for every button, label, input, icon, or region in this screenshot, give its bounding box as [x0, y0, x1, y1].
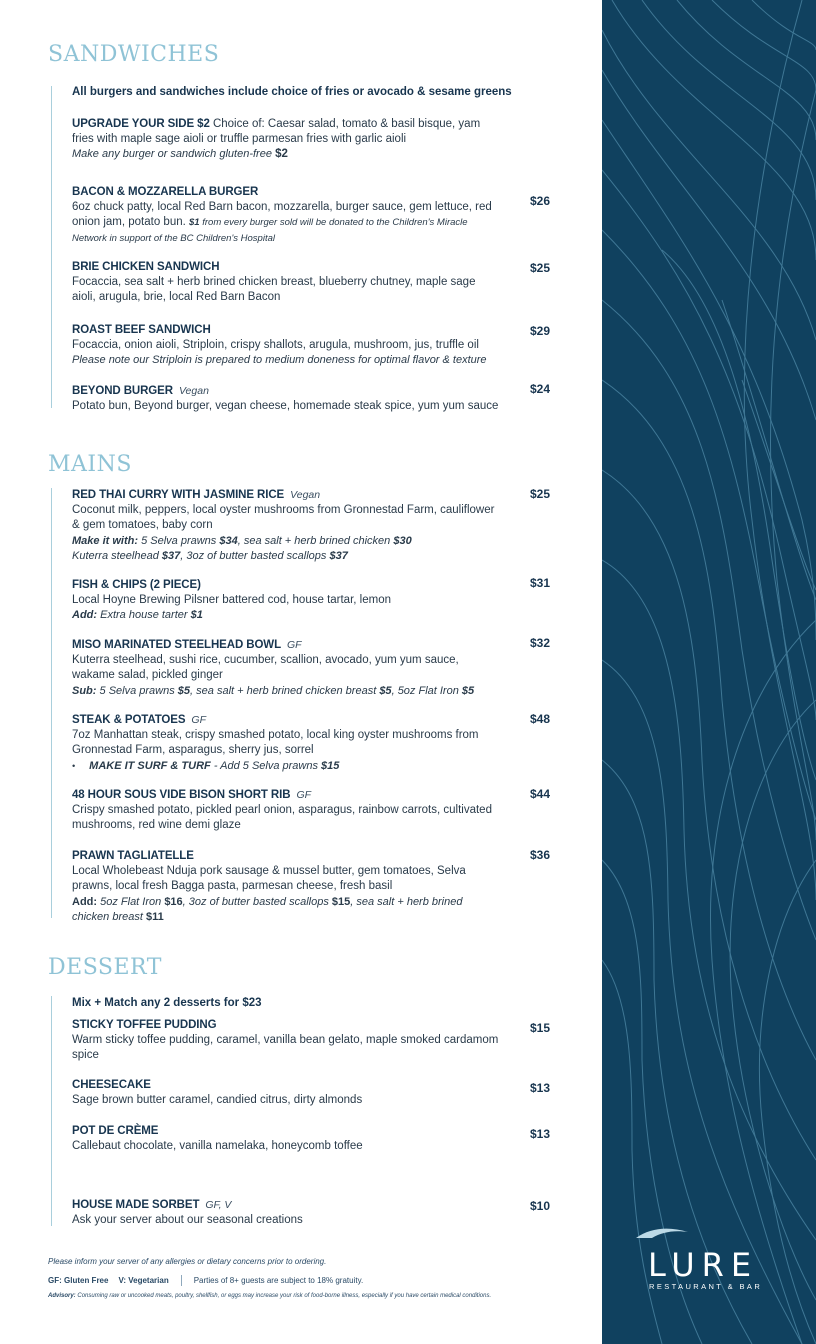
item-name: STICKY TOFFEE PUDDING	[72, 1019, 217, 1031]
item-price: $26	[530, 194, 551, 208]
item-name: BEYOND BURGER	[72, 385, 173, 397]
section-divider	[51, 996, 52, 1226]
menu-item	[72, 713, 502, 774]
addon-price: $37	[329, 549, 348, 562]
advisory-note	[48, 1293, 491, 1299]
item-desc: Warm sticky toffee pudding, caramel, vanilla bean gelato, maple smoked cardamom spice	[72, 1034, 499, 1062]
menu-item	[72, 1018, 502, 1064]
wave-icon	[634, 1226, 694, 1242]
item-desc: Focaccia, onion aioli, Striploin, crispy shallots, arugula, mushroom, jus, truffle oil	[72, 339, 479, 352]
addon-text: sea salt + herb brined chicken breast	[196, 684, 377, 697]
item-note: Please note our Striploin is prepared to medium doneness for optimal flavor & texture	[72, 354, 487, 367]
addon-text: - Add 5 Selva prawns	[213, 759, 318, 772]
addon-text: 3oz of butter basted scallops	[186, 549, 327, 562]
upgrade-side-item	[72, 117, 502, 163]
item-desc: Potato bun, Beyond burger, vegan cheese, homemade steak spice, yum yum sauce	[72, 400, 499, 413]
addon-text: 5 Selva prawns	[141, 534, 217, 547]
item-name: BACON & MOZZARELLA BURGER	[72, 186, 259, 198]
menu-item	[72, 1078, 502, 1108]
addon-label: Sub:	[72, 684, 97, 697]
sandwich-intro: All burgers and sandwiches include choice of fries or avocado & sesame greens	[72, 86, 512, 98]
menu-item	[72, 1124, 502, 1154]
allergy-note: Please inform your server of any allergies or dietary concerns prior to ordering.	[48, 1257, 327, 1266]
item-name: STEAK & POTATOES	[72, 714, 186, 726]
item-desc: Local Wholebeast Nduja pork sausage & mussel butter, gem tomatoes, Selva prawns, local fresh Bagga pasta, parmesan cheese, fresh basil	[72, 865, 466, 893]
item-name: UPGRADE YOUR SIDE $2	[72, 118, 210, 130]
addon-price: $11	[146, 910, 164, 923]
addon-text: Kuterra steelhead	[72, 549, 159, 562]
menu-item	[72, 260, 502, 306]
item-name: HOUSE MADE SORBET	[72, 1199, 200, 1211]
menu-item: PRAWN TAGLIATELLE Local Wholebeast Nduja pork sausage & mussel butter, gem tomatoes, Selva prawns, local fresh Bagga pasta, parmesan cheese, fresh basil Add: 5oz Flat Iron $16, 3oz of butter basted scallops $15, sea salt + herb brined chicken breast $11	[72, 849, 502, 925]
legend-v: V: Vegetarian	[118, 1276, 169, 1285]
addon-text: sea salt + herb brined chicken	[243, 534, 391, 547]
addon-price: $5	[177, 684, 191, 697]
item-desc: Sage brown butter caramel, candied citrus, dirty almonds	[72, 1094, 363, 1107]
menu-item	[72, 384, 502, 414]
menu-item: RED THAI CURRY WITH JASMINE RICE Vegan Coconut milk, peppers, local oyster mushrooms from Gronnestad Farm, cauliflower & gem tomatoes, baby corn Make it with: 5 Selva prawns $34, sea salt + herb brined chicken $30 Kuterra steelhead $37, 3oz of butter basted scallops $37	[72, 488, 502, 564]
dessert-intro: Mix + Match any 2 desserts for $23	[72, 997, 262, 1009]
addon-price: $5	[379, 684, 392, 697]
section-title-dessert: DESSERT	[48, 955, 162, 980]
menu-item	[72, 323, 502, 369]
advisory-text: Consuming raw or uncooked meats, poultry, shellfish, or eggs may increase your risk of food-borne illness, especially if you have certain medical conditions.	[77, 1293, 492, 1299]
item-price: $25	[530, 487, 551, 501]
menu-item	[72, 185, 502, 246]
decorative-panel	[602, 0, 816, 1344]
item-price: $36	[530, 848, 551, 862]
item-name: RED THAI CURRY WITH JASMINE RICE	[72, 489, 285, 501]
section-title-sandwiches: SANDWICHES	[48, 42, 220, 67]
wave-lines-pattern	[602, 0, 816, 1344]
item-desc: Kuterra steelhead, sushi rice, cucumber, scallion, avocado, yum yum sauce, wakame salad, pickled ginger	[72, 654, 459, 682]
advisory-label: Advisory:	[48, 1293, 76, 1299]
diet-tag: GF	[287, 639, 302, 651]
item-name: 48 HOUR SOUS VIDE BISON SHORT RIB	[72, 789, 291, 801]
addon-price: $34	[219, 534, 238, 547]
diet-tag: GF	[296, 789, 312, 801]
item-price: $24	[530, 382, 551, 396]
item-name: ROAST BEEF SANDWICH	[72, 324, 211, 336]
gf-note: Make any burger or sandwich gluten-free	[72, 148, 272, 161]
brand-name: LURE	[648, 1246, 759, 1284]
addon-text: sea salt + herb brined chicken breast	[72, 895, 463, 923]
item-price: $13	[530, 1127, 551, 1141]
addon-text: 5 Selva prawns	[99, 684, 175, 697]
menu-item	[72, 788, 502, 834]
addon-text: Extra house tarter	[100, 609, 188, 622]
menu-item	[72, 1198, 502, 1228]
addon-price: $37	[161, 549, 181, 562]
legend-gf: GF: Gluten Free	[48, 1276, 109, 1285]
item-name: BRIE CHICKEN SANDWICH	[72, 261, 220, 273]
legend-row	[48, 1275, 363, 1286]
gratuity-note: Parties of 8+ guests are subject to 18% gratuity.	[193, 1276, 364, 1285]
item-price: $48	[530, 712, 551, 726]
menu-item	[72, 578, 502, 624]
addon-price: $15	[331, 895, 351, 908]
brand-subtitle: RESTAURANT & BAR	[649, 1282, 763, 1291]
addon-text: 3oz of butter basted scallops	[188, 895, 329, 908]
diet-tag: GF	[191, 714, 207, 726]
addon-text: 5oz Flat Iron	[397, 684, 459, 697]
item-price: $31	[530, 576, 551, 590]
addon-price: $16	[164, 895, 183, 908]
divider	[181, 1275, 182, 1286]
item-name: FISH & CHIPS (2 PIECE)	[72, 579, 201, 591]
item-name: POT DE CRÈME	[72, 1125, 159, 1137]
donation-amount: $1	[189, 217, 200, 229]
item-name: CHEESECAKE	[72, 1079, 151, 1091]
item-name: MISO MARINATED STEELHEAD BOWL	[72, 639, 281, 651]
diet-tag: Vegan	[290, 489, 321, 501]
item-price: $25	[530, 261, 551, 275]
item-desc: Focaccia, sea salt + herb brined chicken breast, blueberry chutney, maple sage aioli, arugula, brie, local Red Barn Bacon	[72, 276, 476, 304]
section-title-mains: MAINS	[48, 452, 132, 477]
addon-label: MAKE IT SURF & TURF	[89, 759, 211, 772]
item-desc: Crispy smashed potato, pickled pearl onion, asparagus, rainbow carrots, cultivated mushrooms, red wine demi glaze	[72, 804, 492, 832]
addon-price: $5	[461, 684, 475, 697]
addon-price: $30	[393, 534, 412, 547]
item-price: $10	[530, 1199, 551, 1213]
item-price: $29	[530, 324, 551, 338]
item-desc: 6oz chuck patty, local Red Barn bacon, mozzarella, burger sauce, gem lettuce, red onion jam, potato bun.	[72, 201, 492, 229]
item-price: $15	[530, 1021, 551, 1035]
item-desc: Local Hoyne Brewing Pilsner battered cod, house tartar, lemon	[72, 594, 391, 607]
item-desc: Choice of: Caesar salad, tomato & basil bisque, yam fries with maple sage aioli or truffle parmesan fries with garlic aioli	[72, 118, 481, 146]
item-name: PRAWN TAGLIATELLE	[72, 850, 194, 862]
addon-label: Add:	[72, 609, 98, 622]
addon-label: Add:	[72, 895, 98, 908]
donation-note: from every burger sold will be donated to the Children's Miracle Network in support of the BC Children's Hospital	[72, 217, 468, 244]
gf-price: $2	[275, 148, 288, 161]
item-desc: Coconut milk, peppers, local oyster mushrooms from Gronnestad Farm, cauliflower & gem tomatoes, baby corn	[72, 504, 495, 532]
addon-text: 5oz Flat Iron	[100, 895, 162, 908]
addon-label: Make it with:	[72, 534, 139, 547]
section-divider	[51, 488, 52, 918]
addon-price: $1	[190, 609, 203, 622]
item-price: $13	[530, 1081, 551, 1095]
bullet-icon: •	[72, 760, 76, 771]
section-divider	[51, 86, 52, 408]
brand-logo	[648, 1226, 778, 1296]
item-desc: Ask your server about our seasonal creations	[72, 1214, 303, 1227]
item-price: $44	[530, 787, 551, 801]
addon-price: $15	[321, 759, 340, 772]
item-price: $32	[530, 636, 551, 650]
diet-tag: Vegan	[178, 385, 209, 397]
item-desc: 7oz Manhattan steak, crispy smashed potato, local king oyster mushrooms from Gronnestad Farm, asparagus, sherry jus, sorrel	[72, 729, 479, 757]
diet-tag: GF, V	[205, 1199, 232, 1211]
menu-item: MISO MARINATED STEELHEAD BOWL GF Kuterra steelhead, sushi rice, cucumber, scallion, avocado, yum yum sauce, wakame salad, pickled ginger Sub: 5 Selva prawns $5, sea salt + herb brined chicken breast $5, 5oz Flat Iron $5	[72, 638, 502, 699]
item-desc: Callebaut chocolate, vanilla namelaka, honeycomb toffee	[72, 1140, 363, 1153]
